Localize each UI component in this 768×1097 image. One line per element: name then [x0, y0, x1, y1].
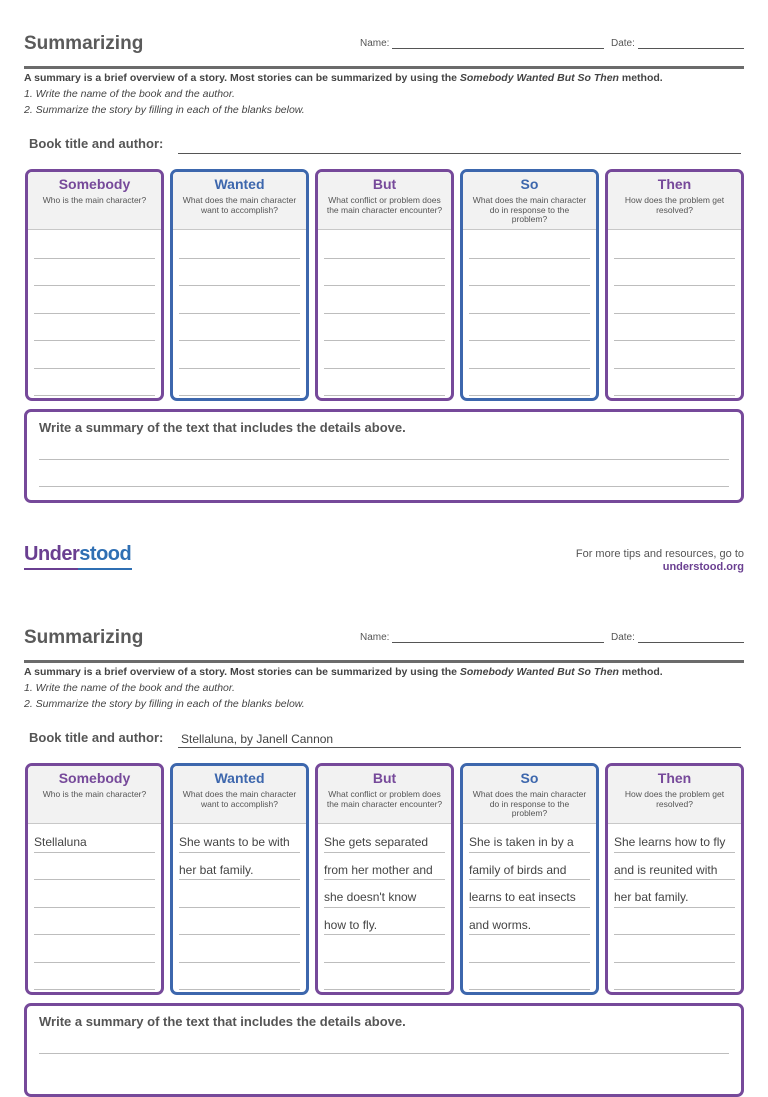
intro-end: method. [618, 72, 663, 84]
answer-lines [179, 825, 300, 990]
logo-part1: Under [24, 543, 80, 565]
column-prompt: What does the main character do in response to the problem? [472, 195, 587, 224]
answer-line[interactable] [324, 341, 445, 369]
date-field[interactable] [611, 631, 744, 643]
summary-box [24, 409, 744, 503]
answer-line[interactable] [614, 231, 735, 259]
answer-line[interactable] [34, 259, 155, 287]
worksheet-header [24, 30, 744, 69]
column-prompt: Who is the main character? [42, 195, 147, 205]
summary-line[interactable] [39, 459, 729, 460]
answer-line[interactable] [469, 341, 590, 369]
column-then [605, 169, 744, 401]
answer-line[interactable] [179, 231, 300, 259]
step-1: 1. Write the name of the book and the author. [24, 682, 235, 694]
step-2: 2. Summarize the story by filling in each of the blanks below. [24, 104, 305, 116]
answer-line[interactable] [614, 286, 735, 314]
answer-line[interactable] [324, 369, 445, 397]
answer-line[interactable]: her bat family. [614, 880, 735, 908]
book-label: Book title and author: [29, 136, 164, 151]
column-title: But [372, 770, 397, 786]
date-label: Date: [611, 38, 635, 49]
answer-line[interactable]: from her mother and [324, 853, 445, 881]
answer-line[interactable] [614, 369, 735, 397]
answer-line[interactable] [614, 341, 735, 369]
answer-lines [324, 825, 445, 990]
answer-line[interactable] [179, 880, 300, 908]
column-title: Then [657, 176, 692, 192]
summary-line[interactable] [39, 1053, 729, 1054]
logo-underline [24, 568, 132, 570]
summary-line[interactable] [39, 486, 729, 487]
name-field[interactable] [360, 631, 604, 643]
answer-lines [614, 825, 735, 990]
answer-line[interactable]: Stellaluna [34, 825, 155, 853]
column-prompt: What conflict or problem does the main character encounter? [326, 195, 443, 215]
answer-lines [469, 231, 590, 396]
answer-lines [614, 231, 735, 396]
answer-line[interactable] [614, 314, 735, 342]
column-wanted [170, 169, 309, 401]
answer-line[interactable] [34, 908, 155, 936]
logo-part2: stood [79, 543, 132, 565]
column-but [315, 763, 454, 995]
worksheet-title: Summarizing [24, 627, 144, 648]
date-field[interactable] [611, 37, 744, 49]
column-title: Wanted [214, 176, 265, 192]
column-title: Then [657, 770, 692, 786]
understood-logo [24, 543, 131, 566]
book-title-field[interactable]: Stellaluna, by Janell Cannon [178, 732, 741, 748]
column-somebody [25, 763, 164, 995]
answer-line[interactable] [614, 963, 735, 991]
answer-line[interactable]: family of birds and [469, 853, 590, 881]
answer-line[interactable] [614, 259, 735, 287]
book-title-row [29, 136, 741, 156]
summary-prompt: Write a summary of the text that includes the details above. [39, 1014, 406, 1029]
answer-line[interactable]: She learns how to fly [614, 825, 735, 853]
column-header [318, 172, 451, 230]
worksheet-header [24, 624, 744, 663]
column-header [173, 766, 306, 824]
answer-line[interactable] [34, 880, 155, 908]
answer-line[interactable] [34, 286, 155, 314]
intro-method: Somebody Wanted But So Then [459, 666, 619, 678]
answer-line[interactable] [614, 908, 735, 936]
column-then [605, 763, 744, 995]
answer-line[interactable]: she doesn't know [324, 880, 445, 908]
answer-line[interactable] [469, 286, 590, 314]
step-1: 1. Write the name of the book and the author. [24, 88, 235, 100]
answer-line[interactable] [34, 369, 155, 397]
answer-line[interactable] [324, 935, 445, 963]
column-title: So [520, 176, 539, 192]
answer-line[interactable] [469, 935, 590, 963]
date-label: Date: [611, 632, 635, 643]
answer-line[interactable] [179, 908, 300, 936]
column-prompt: What does the main character want to accomplish? [182, 195, 297, 215]
answer-line[interactable] [324, 286, 445, 314]
column-somebody [25, 169, 164, 401]
answer-line[interactable]: how to fly. [324, 908, 445, 936]
answer-line[interactable]: She gets separated [324, 825, 445, 853]
answer-line[interactable]: and is reunited with [614, 853, 735, 881]
answer-line[interactable] [324, 314, 445, 342]
column-header [173, 172, 306, 230]
answer-line[interactable] [179, 369, 300, 397]
answer-line[interactable]: learns to eat insects [469, 880, 590, 908]
column-prompt: How does the problem get resolved? [624, 789, 725, 809]
name-label: Name: [360, 38, 390, 49]
footer-tips [576, 548, 744, 574]
answer-line[interactable]: She is taken in by a [469, 825, 590, 853]
instructions [24, 70, 744, 118]
answer-line[interactable] [469, 231, 590, 259]
column-wanted [170, 763, 309, 995]
answer-line[interactable]: her bat family. [179, 853, 300, 881]
column-prompt: How does the problem get resolved? [624, 195, 725, 215]
answer-lines [34, 231, 155, 396]
column-so [460, 763, 599, 995]
answer-line[interactable] [179, 259, 300, 287]
answer-line[interactable] [34, 231, 155, 259]
answer-line[interactable] [469, 963, 590, 991]
date-line[interactable] [638, 37, 744, 49]
answer-line[interactable] [179, 935, 300, 963]
answer-line[interactable] [34, 341, 155, 369]
name-line[interactable] [392, 631, 604, 643]
answer-line[interactable]: She wants to be with [179, 825, 300, 853]
tips-link[interactable]: understood.org [662, 561, 744, 573]
answer-line[interactable] [614, 935, 735, 963]
summary-prompt: Write a summary of the text that includes the details above. [39, 420, 406, 435]
intro-text: A summary is a brief overview of a story. Most stories can be summarized by using the [24, 72, 460, 84]
step-2: 2. Summarize the story by filling in each of the blanks below. [24, 698, 305, 710]
intro-method: Somebody Wanted But So Then [459, 72, 619, 84]
answer-line[interactable] [469, 259, 590, 287]
book-label: Book title and author: [29, 730, 164, 745]
answer-line[interactable] [179, 963, 300, 991]
answer-lines [324, 231, 445, 396]
column-header [463, 766, 596, 824]
intro-end: method. [618, 666, 663, 678]
name-field[interactable] [360, 37, 604, 49]
instructions [24, 664, 744, 712]
column-header [28, 172, 161, 230]
column-prompt: What conflict or problem does the main character encounter? [326, 789, 443, 809]
tips-text: For more tips and resources, go to [575, 548, 744, 560]
column-prompt: What does the main character do in response to the problem? [472, 789, 587, 818]
column-header [608, 766, 741, 824]
answer-line[interactable]: and worms. [469, 908, 590, 936]
column-title: But [372, 176, 397, 192]
answer-line[interactable] [179, 314, 300, 342]
answer-line[interactable] [324, 963, 445, 991]
column-so [460, 169, 599, 401]
worksheet-title: Summarizing [24, 33, 144, 54]
column-title: Wanted [214, 770, 265, 786]
name-label: Name: [360, 632, 390, 643]
date-line[interactable] [638, 631, 744, 643]
answer-line[interactable] [34, 963, 155, 991]
answer-line[interactable] [324, 231, 445, 259]
book-title-field[interactable] [178, 138, 741, 154]
answer-line[interactable] [179, 286, 300, 314]
answer-line[interactable] [469, 369, 590, 397]
summary-box [24, 1003, 744, 1097]
column-prompt: Who is the main character? [42, 789, 147, 799]
column-header [318, 766, 451, 824]
column-header [28, 766, 161, 824]
answer-lines [34, 825, 155, 990]
answer-line[interactable] [324, 259, 445, 287]
answer-line[interactable] [34, 853, 155, 881]
answer-line[interactable] [469, 314, 590, 342]
column-header [608, 172, 741, 230]
intro-text: A summary is a brief overview of a story. Most stories can be summarized by using the [24, 666, 460, 678]
column-title: Somebody [58, 770, 131, 786]
name-line[interactable] [392, 37, 604, 49]
column-title: So [520, 770, 539, 786]
answer-lines [179, 231, 300, 396]
answer-line[interactable] [34, 314, 155, 342]
answer-line[interactable] [179, 341, 300, 369]
answer-lines [469, 825, 590, 990]
column-but [315, 169, 454, 401]
book-title-row [29, 730, 741, 750]
column-header [463, 172, 596, 230]
column-title: Somebody [58, 176, 131, 192]
column-prompt: What does the main character want to accomplish? [182, 789, 297, 809]
answer-line[interactable] [34, 935, 155, 963]
